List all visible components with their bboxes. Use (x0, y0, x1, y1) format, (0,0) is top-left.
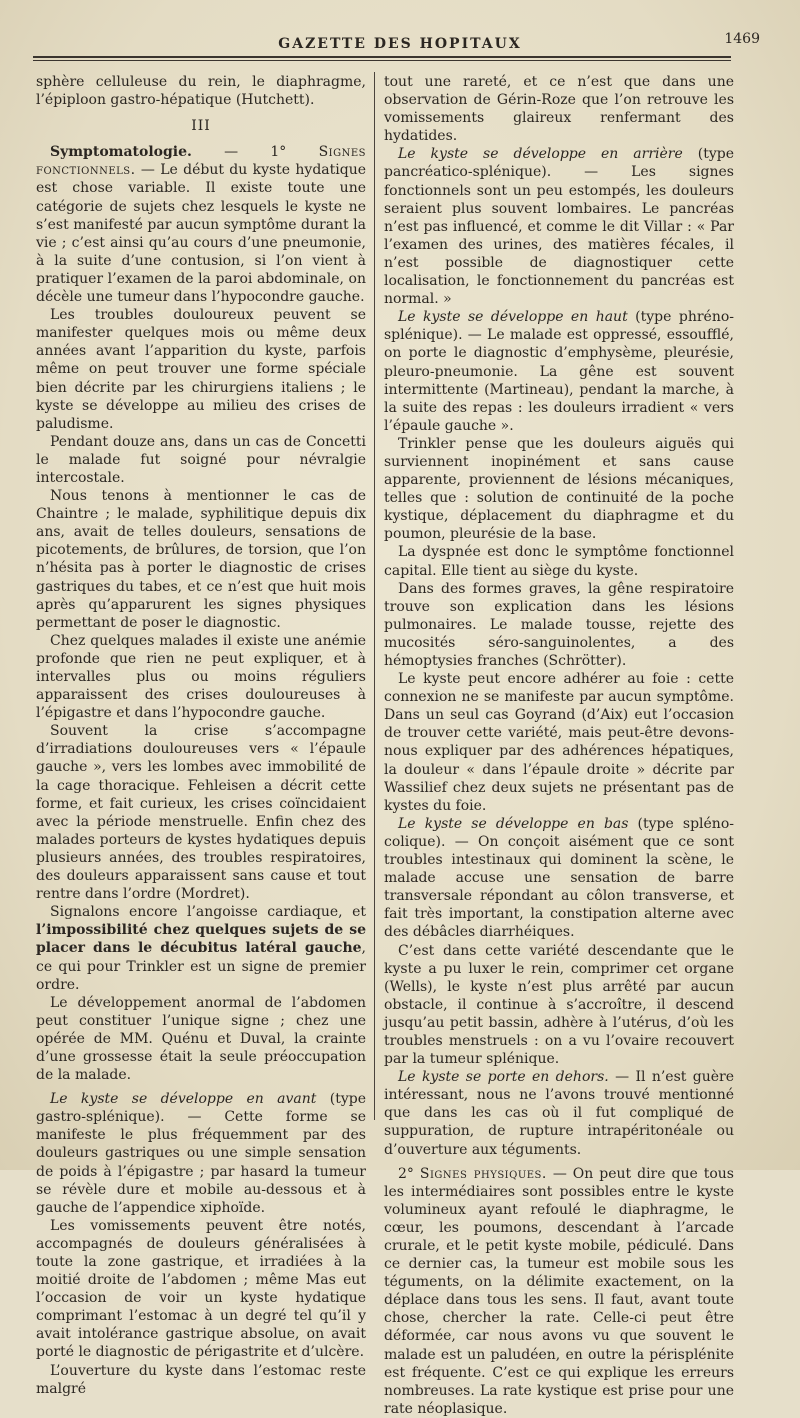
text-run: 2° (398, 1165, 420, 1182)
text-run: — 1° (191, 144, 319, 161)
paragraph (384, 1068, 734, 1158)
paragraph (384, 815, 734, 942)
paragraph: Pendant douze ans, dans un cas de Concetti le malade fut soigné pour névralgie intercostale. (36, 433, 366, 486)
section-heading: Symptomatologie. (50, 144, 192, 161)
header-rule-thick (33, 56, 731, 58)
paragraph: Nous tenons à mentionner le cas de Chaintre ; le malade, syphilitique depuis dix ans, avait de telles douleurs, sensations de picotements, de brûlures, de torsion, que l’on n’hésita pas à porter le diagnostic de crises gastriques du tabes, et ce n’est que huit mois après qu’apparurent les signes physiques permettant de poser le diagnostic. (36, 488, 366, 631)
paragraph (384, 145, 734, 308)
text-run: (type pancréatico-splénique). — Les signes fonctionnels sont un peu estompés, les douleurs seraient plus souvent lombaires. Le pancréas n’est pas influencé, et comme le dit Villar : « Par l’examen des urines, des matières fécales, il n’est possible de diagnostiquer cette localisation, le fonctionnement du pancréas est normal. » (384, 146, 734, 308)
paragraph: Le développement anormal de l’abdomen peut constituer l’unique signe ; chez une opérée de MM. Quénu et Duval, la crainte d’une grossesse était la seule préoccupation de la malade. (36, 994, 366, 1084)
text-run: — Il n’est guère intéressant, nous ne l’avons trouvé mentionné que dans les cas où il fut compliqué de suppuration, de rupture intrapéritonéale ou d’ouverture aux téguments. (384, 1069, 734, 1158)
text-run: Signalons encore l’angoisse cardiaque, et (50, 904, 366, 921)
section-numeral: III (191, 118, 211, 135)
subsection-heading: Signes fonctionnels. (36, 144, 366, 179)
paragraph: Les vomissements peuvent être notés, accompagnés de douleurs généralisées à toute la zone gastrique, et irradiées à la moitié droite de l’abdomen ; même Mas eut l’occasion de voir un kyste hydatique comprimant l’estomac à un degré tel qu’il y avait intolérance gastrique absolue, on avait porté le diagnostic de périgastrite et d’ulcère. (36, 1217, 366, 1361)
italic-heading: Le kyste se développe en avant (50, 1091, 317, 1108)
page-number: 1469 (724, 31, 760, 47)
paragraph: Les troubles douloureux peuvent se manifester quelques mois ou même deux années avant l’apparition du kyste, parfois même on peut trouver une forme spéciale bien décrite par les chirurgiens italiens ; le kyste se développe au milieu des crises de paludisme. (36, 307, 366, 432)
text-run: (type phréno-splénique). — Le malade est oppressé, essoufflé, on porte le diagnostic d’emphysème, pleurésie, pleuro-pneumonie. La gêne est souvent intermittente (Martineau), pendant la marche, à la suite des repas : les douleurs irradient « vers l’épaule gauche ». (384, 309, 734, 434)
paragraph: La dyspnée est donc le symptôme fonctionnel capital. Elle tient au siège du kyste. (384, 544, 734, 579)
text-run: , ce qui pour Trinkler est un signe de premier ordre. (36, 940, 366, 993)
italic-heading: Le kyste se développe en bas (398, 815, 629, 832)
text-run: (type spléno-colique). — On conçoit aisément que ce sont troubles intestinaux qui dominent la scène, le malade accuse une sensation de barre transversale répondant au côlon transverse, et fait très important, la constipation alterne avec des débâcles diarrhéiques. (384, 815, 734, 941)
text-run: (type gastro-splénique). — Cette forme se manifeste le plus fréquemment par des douleurs gastriques ou une simple sensation de poids à l’épigastre ; par hasard la tumeur se révèle dure et mobile au-dessous et à gauche de l’appendice xiphoïde. (36, 1091, 366, 1216)
italic-heading: Le kyste se porte en dehors. (398, 1069, 609, 1086)
column-divider (374, 72, 375, 1120)
paragraph: L’ouverture du kyste dans l’estomac reste malgré (36, 1362, 366, 1397)
paragraph (36, 1090, 366, 1217)
right-column (384, 73, 734, 1418)
left-column (36, 73, 366, 1398)
paragraph (384, 308, 734, 435)
paragraph: Souvent la crise s’accompagne d’irradiations douloureuses vers « l’épaule gauche », vers les lombes avec immobilité de la cage thoracique. Fehleisen a décrit cette forme, et fait curieux, les crises coïncidaient avec la période menstruelle. Enfin chez des malades porteurs de kystes hydatiques depuis plusieurs années, des troubles respiratoires, des douleurs apparaissent sans cause et tout rentre dans l’ordre (Mordret). (36, 723, 366, 903)
paragraph: Trinkler pense que les douleurs aiguës qui surviennent inopinément et sans cause apparente, proviennent de lésions mécaniques, telles que : solution de continuité de la poche kystique, déplacement du diaphragme et du poumon, pleurésie de la base. (384, 435, 734, 543)
paragraph (384, 1165, 734, 1418)
paragraph: C’est dans cette variété descendante que le kyste a pu luxer le rein, comprimer cet organe (Wells), le kyste n’est plus arrêté par aucun obstacle, il continue à s’accroître, il descend jusqu’au petit bassin, adhère à l’utérus, d’où les troubles menstruels : on a vu l’ovaire recouvert par la tumeur splénique. (384, 942, 734, 1068)
italic-heading: Le kyste se développe en arrière (398, 146, 683, 163)
header-rule-thin (33, 60, 731, 61)
subsection-heading: Signes physiques. (419, 1165, 547, 1182)
paragraph (36, 143, 366, 306)
italic-heading: Le kyste se développe en haut (398, 309, 628, 326)
paragraph: tout une rareté, et ce n’est que dans une observation de Gérin-Roze que l’on retrouve les vomissements glaireux renfermant des hydatides. (384, 74, 734, 145)
paragraph: Le kyste peut encore adhérer au foie : cette connexion ne se manifeste par aucun symptôme. Dans un seul cas Goyrand (d’Aix) eut l’occasion de trouver cette variété, mais peut-être devons-nous expliquer par des adhérences hépatiques, la douleur « dans l’épaule droite » décrite par Wassilief chez deux sujets ne présentant pas de kystes du foie. (384, 671, 734, 814)
page-header (0, 28, 800, 68)
paragraph: Dans des formes graves, la gêne respiratoire trouve son explication dans les lésions pulmonaires. Le malade tousse, rejette des mucosités séro-sanguinolentes, a des hémoptysies franches (Schrötter). (384, 580, 734, 669)
paragraph: Chez quelques malades il existe une anémie profonde que rien ne peut expliquer, et à intervalles plus ou moins réguliers apparaissent des crises douloureuses à l’épigastre et dans l’hypocondre gauche. (36, 632, 366, 722)
paragraph (36, 903, 366, 993)
journal-title: GAZETTE DES HOPITAUX (278, 36, 522, 52)
paragraph: sphère celluleuse du rein, le diaphragme, l’épiploon gastro-hépatique (Hutchett). (36, 74, 366, 109)
text-run: — Le début du kyste hydatique est chose variable. Il existe toute une catégorie de sujets chez lesquels le kyste ne s’est manifesté par aucun symptôme durant la vie ; c’est ainsi qu’au cours d’une pneumonie, à la suite d’une contusion, si l’on vient à pratiquer l’examen de la paroi abdominale, on décèle une tumeur dans l’hypocondre gauche. (36, 162, 366, 306)
text-run: — On peut dire que tous les intermédiaires sont possibles entre le kyste volumineux ayant refoulé le diaphragme, le cœur, les poumons, descendant à l’arcade crurale, et le petit kyste mobile, pédiculé. Dans ce dernier cas, la tumeur est mobile sous les téguments, on la délimite exactement, on la déplace dans tous les sens. Il faut, avant toute chose, chercher la rate. Celle-ci peut être déformée, car nous avons vu que souvent le malade est un paludéen, en outre la périsplénite est fréquente. C’est ce qui explique les erreurs nombreuses. La rate kystique est prise pour une rate néoplasique. (384, 1165, 734, 1417)
emphasis-bold: l’impossibilité chez quelques sujets de se placer dans le décubitus latéral gauche (36, 922, 366, 957)
